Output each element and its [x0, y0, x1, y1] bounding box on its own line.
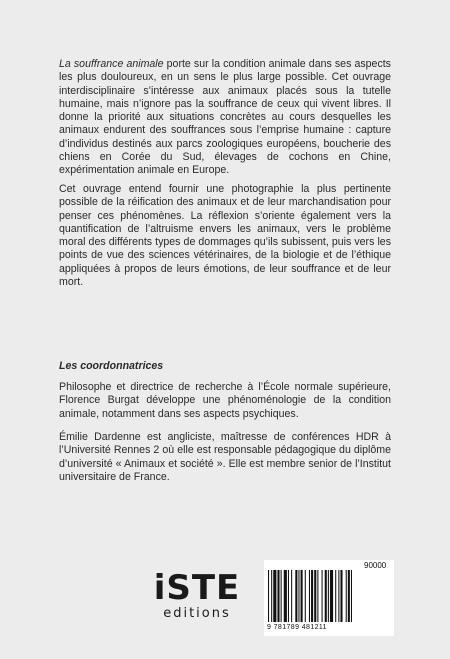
author-bio-text-1: Philosophe et directrice de recherche à l’École normale supérieure, Florence Burgat développe une phénoménologie de la condition animale, notamment dans ses aspects psychiques. [59, 381, 391, 420]
author-bio-2 [59, 431, 391, 484]
publisher-logo [142, 568, 252, 623]
logo-main-text: iSTE [153, 568, 241, 608]
author-bio-text-2: Émilie Dardenne est angliciste, maîtresse de conférences HDR à l’Université Rennes 2 où elle est responsable pédagogique du diplôme d’université « Animaux et société ». Elle est membre senior de l’Institut universitaire de France. [59, 431, 391, 483]
description-text-2: Cet ouvrage entend fournir une photographie la plus pertinente possible de la réification des animaux et de leur marchandisation pour penser ces phénomènes. La réflexion s’oriente également vers la quantification de l’altruisme envers les animaux, vers le problème moral des différents types de dommages qu’ils subissent, puis vers les points de vue des sciences vétérinaires, de la biologie et de l’éthique appliquées à propos de leurs émotions, de leur souffrance et de leur mort. [59, 183, 391, 289]
barcode-bars [268, 570, 390, 624]
section-heading: Les coordonnatrices [59, 360, 164, 372]
logo-sub-text: editions [163, 606, 231, 621]
description-paragraph-2 [59, 183, 391, 289]
description-text-1: porte sur la condition animale dans ses aspects les plus douloureux, en un sens le plus large possible. Cet ouvrage interdisciplinaire s’intéresse aux animaux placés sous la tutelle humaine, mais n’ignore pas la souffrance de ceux qui vivent libres. Il donne la priorité aux situations concrètes au cours desquelles les animaux endurent des souffrances sous l’emprise humaine : capture d’individus destinés aux parcs zoologiques européens, boucherie des chiens en Corée du Sud, élevages de cochons en Chine, expérimentation animale en Europe. [59, 58, 391, 177]
isbn-barcode [264, 560, 394, 636]
description-paragraph-1 [59, 58, 391, 178]
barcode-digits: 9 781789 481211 [267, 624, 327, 631]
price-code: 90000 [364, 561, 387, 570]
book-title: La souffrance animale [59, 58, 164, 70]
author-bio-1 [59, 381, 391, 421]
